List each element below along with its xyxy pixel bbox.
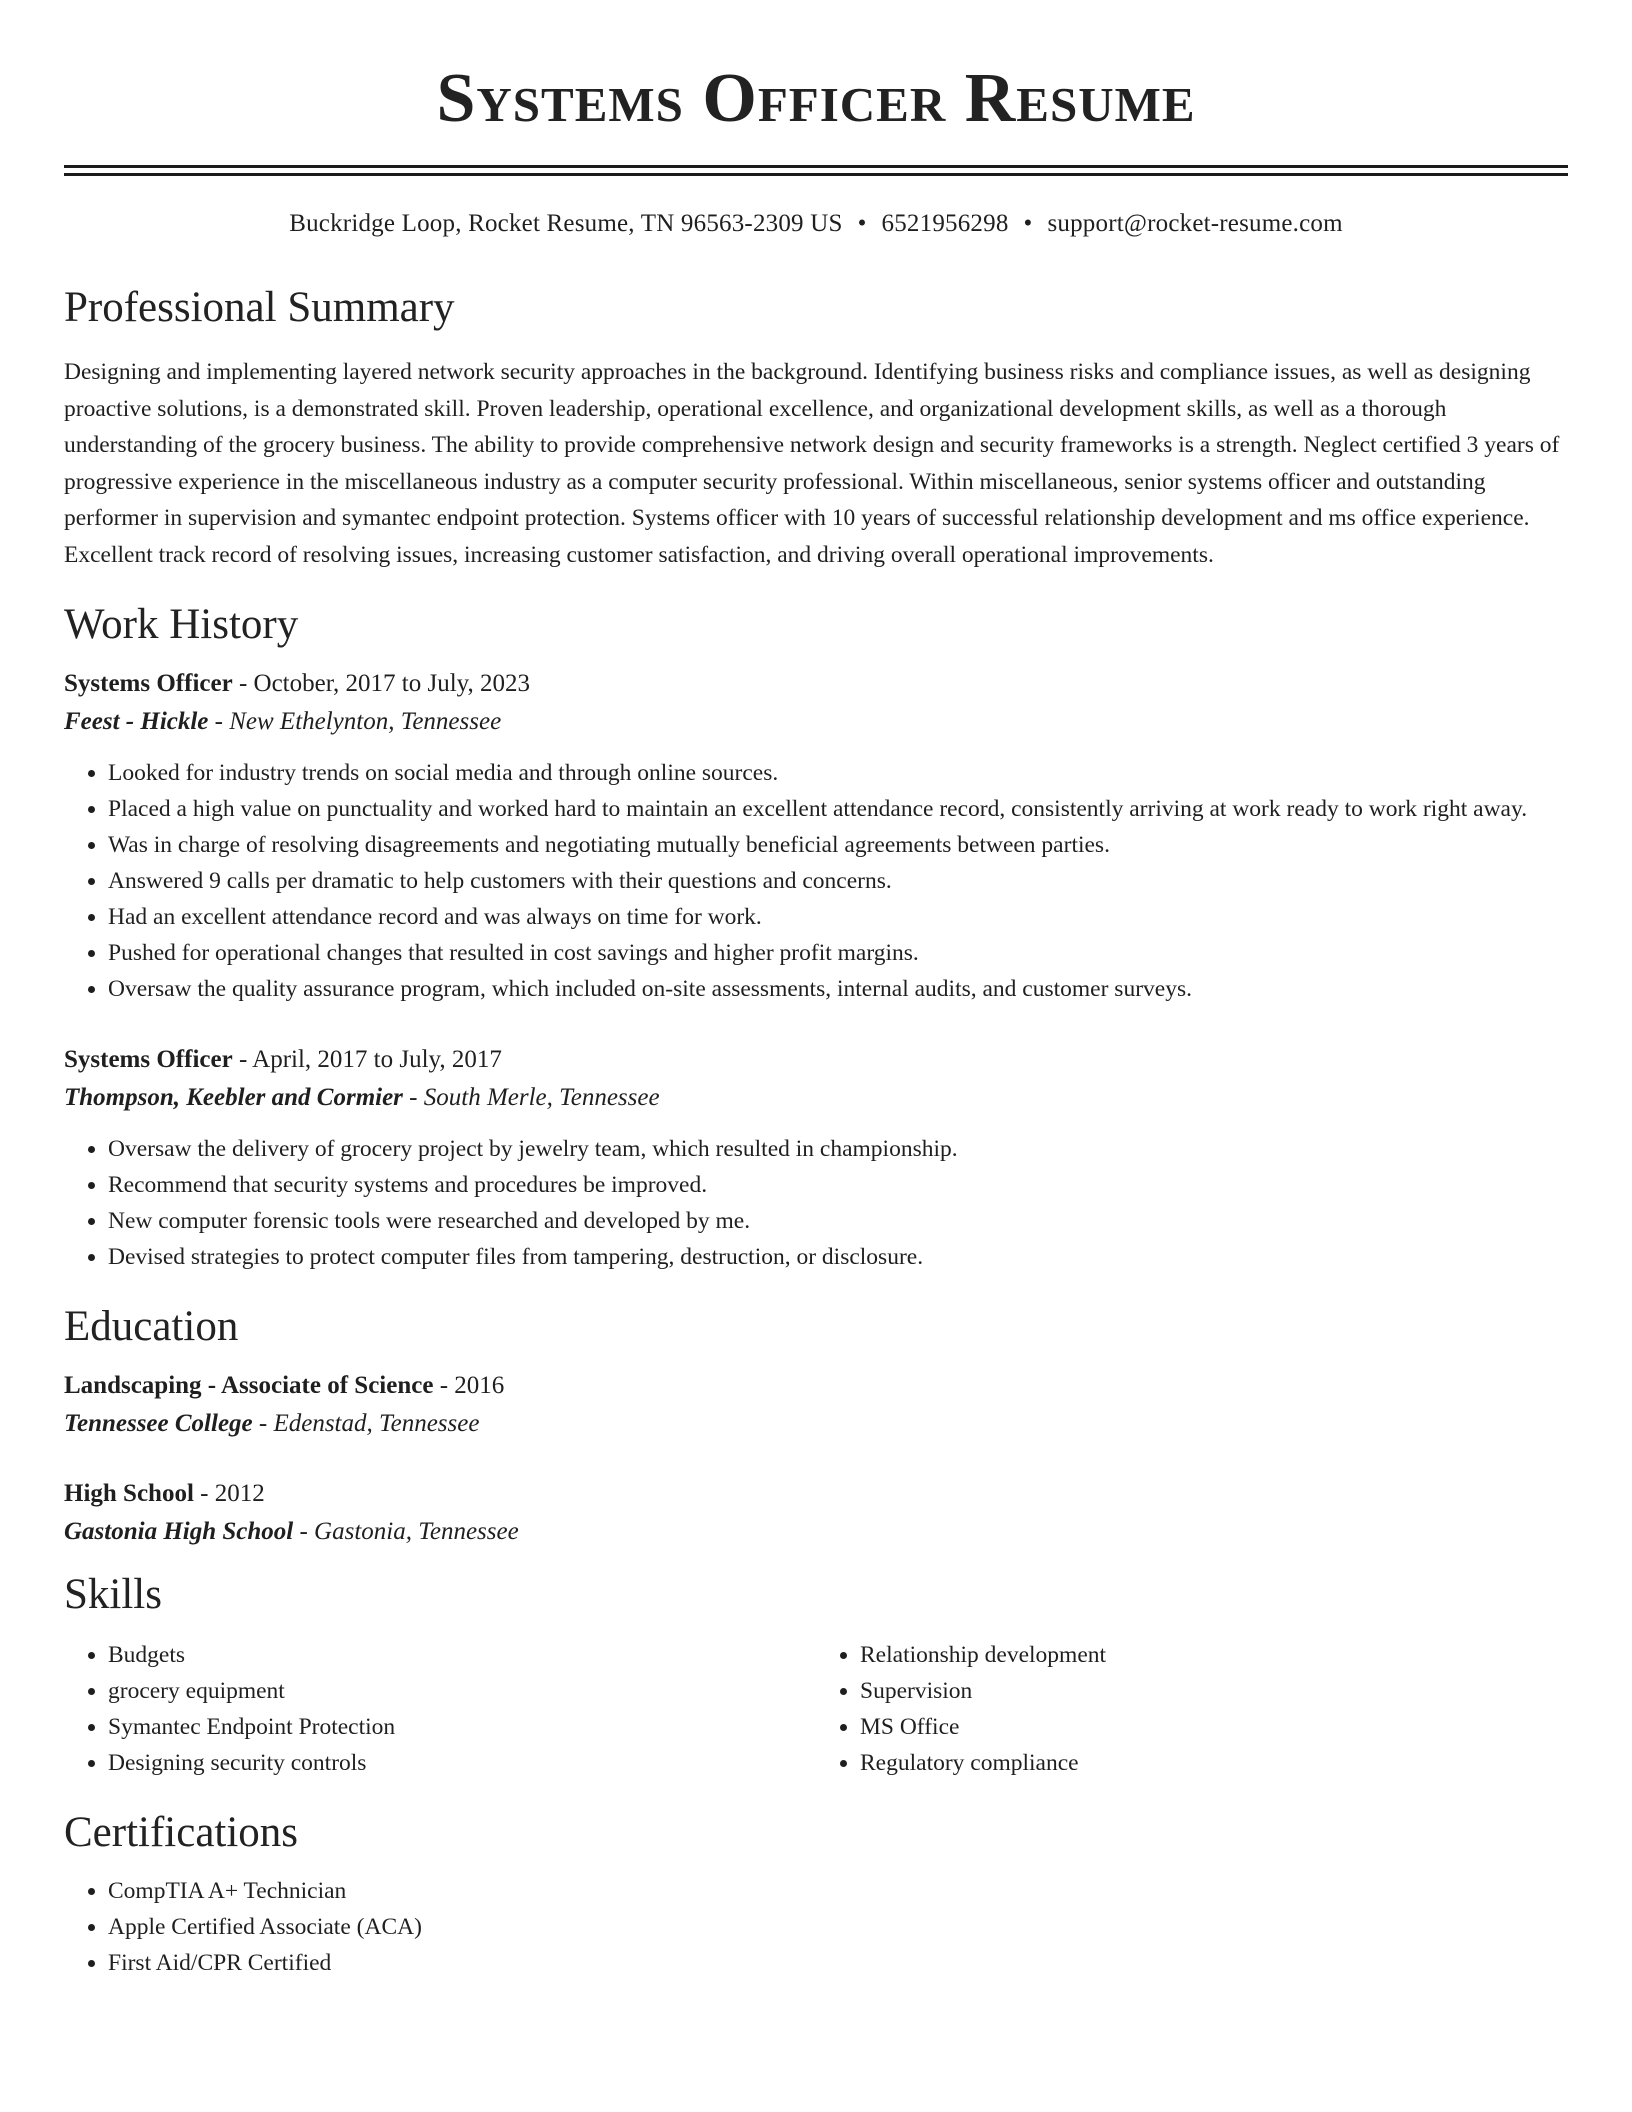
education-header <box>64 1475 1568 1513</box>
job-duty: • New computer forensic tools were researched and developed by me. <box>108 1203 1568 1239</box>
job-header <box>64 665 1568 703</box>
job-header <box>64 1041 1568 1079</box>
job-duty: • Devised strategies to protect computer files from tampering, destruction, or disclosure. <box>108 1239 1568 1275</box>
contact-line <box>64 208 1568 240</box>
contact-phone: 6521956298 <box>881 210 1009 237</box>
education-school-line <box>64 1513 1568 1551</box>
job-duty: • Oversaw the quality assurance program, which included on-site assessments, internal audits, and customer surveys. <box>108 971 1568 1007</box>
contact-separator: • <box>1023 210 1033 237</box>
certifications-list <box>64 1873 1568 1981</box>
contact-email: support@rocket-resume.com <box>1047 210 1343 237</box>
job-company: Feest - Hickle <box>64 708 209 735</box>
job-dates: - October, 2017 to July, 2023 <box>232 670 531 697</box>
title-divider-thick <box>64 165 1568 168</box>
education-school-line <box>64 1405 1568 1443</box>
education-degree: High School <box>64 1480 194 1507</box>
certifications-heading: Certifications <box>64 1809 299 1856</box>
title-divider-thin <box>64 173 1568 176</box>
job-duty: • Placed a high value on punctuality and worked hard to maintain an excellent attendance record, consistently arriving at work ready to work right away. <box>108 791 1568 827</box>
resume-title: Systems Officer Resume <box>436 60 1196 137</box>
education-degree: Landscaping - Associate of Science <box>64 1372 434 1399</box>
job-duty: • Was in charge of resolving disagreements and negotiating mutually beneficial agreements between parties. <box>108 827 1568 863</box>
education-header <box>64 1367 1568 1405</box>
certification-item: • First Aid/CPR Certified <box>108 1945 1568 1981</box>
skill-item: • Designing security controls <box>108 1745 816 1781</box>
summary-heading: Professional Summary <box>64 284 455 331</box>
job-title: Systems Officer <box>64 1046 233 1073</box>
education-heading: Education <box>64 1303 239 1350</box>
job-duty: • Recommend that security systems and procedures be improved. <box>108 1167 1568 1203</box>
job-duties-list <box>64 1131 1568 1275</box>
skills-grid <box>64 1637 1568 1781</box>
work-history-heading: Work History <box>64 601 299 648</box>
job-dates: - April, 2017 to July, 2017 <box>232 1046 502 1073</box>
education-entry <box>64 1475 1568 1551</box>
education-location: - Gastonia, Tennessee <box>293 1518 519 1545</box>
skills-list-left <box>64 1637 816 1781</box>
skills-list-right <box>816 1637 1568 1781</box>
job-location: - South Merle, Tennessee <box>402 1084 660 1111</box>
job-entry <box>64 665 1568 1007</box>
skills-heading: Skills <box>64 1571 162 1618</box>
education-year: - 2016 <box>433 1372 505 1399</box>
skill-item: • Regulatory compliance <box>860 1745 1568 1781</box>
job-duty: • Had an excellent attendance record and was always on time for work. <box>108 899 1568 935</box>
education-entry <box>64 1367 1568 1443</box>
resume-page <box>64 0 1568 1981</box>
skill-item: • Supervision <box>860 1673 1568 1709</box>
skill-item: • grocery equipment <box>108 1673 816 1709</box>
job-employer <box>64 703 1568 741</box>
job-employer <box>64 1079 1568 1117</box>
certification-item: • Apple Certified Associate (ACA) <box>108 1909 1568 1945</box>
contact-separator: • <box>857 210 867 237</box>
job-duty: • Looked for industry trends on social media and through online sources. <box>108 755 1568 791</box>
skill-item: • Budgets <box>108 1637 816 1673</box>
education-school: Tennessee College <box>64 1410 253 1437</box>
job-company: Thompson, Keebler and Cormier <box>64 1084 403 1111</box>
education-school: Gastonia High School <box>64 1518 294 1545</box>
skill-item: • Symantec Endpoint Protection <box>108 1709 816 1745</box>
education-year: - 2012 <box>193 1480 265 1507</box>
job-title: Systems Officer <box>64 670 233 697</box>
job-location: - New Ethelynton, Tennessee <box>208 708 502 735</box>
job-duty: • Answered 9 calls per dramatic to help customers with their questions and concerns. <box>108 863 1568 899</box>
skill-item: • MS Office <box>860 1709 1568 1745</box>
certification-item: • CompTIA A+ Technician <box>108 1873 1568 1909</box>
skill-item: • Relationship development <box>860 1637 1568 1673</box>
education-location: - Edenstad, Tennessee <box>252 1410 480 1437</box>
job-duty: • Pushed for operational changes that resulted in cost savings and higher profit margins. <box>108 935 1568 971</box>
contact-address: Buckridge Loop, Rocket Resume, TN 96563-2309 US <box>289 210 843 237</box>
job-entry <box>64 1041 1568 1275</box>
job-duty: • Oversaw the delivery of grocery project by jewelry team, which resulted in championship. <box>108 1131 1568 1167</box>
job-duties-list <box>64 755 1568 1007</box>
summary-text: Designing and implementing layered network security approaches in the background. Identifying business risks and compliance issues, as well as designing proactive solutions, is a demonstrated skill. Proven leadership, operational excellence, and organizational development skills, as well as a thorough understanding of the grocery business. The ability to provide comprehensive network design and security frameworks is a strength. Neglect certified 3 years of progressive experience in the miscellaneous industry as a computer security professional. Within miscellaneous, senior systems officer and outstanding performer in supervision and symantec endpoint protection. Systems officer with 10 years of successful relationship development and ms office experience. Excellent track record of resolving issues, increasing customer satisfaction, and driving overall operational improvements. <box>64 359 1560 568</box>
